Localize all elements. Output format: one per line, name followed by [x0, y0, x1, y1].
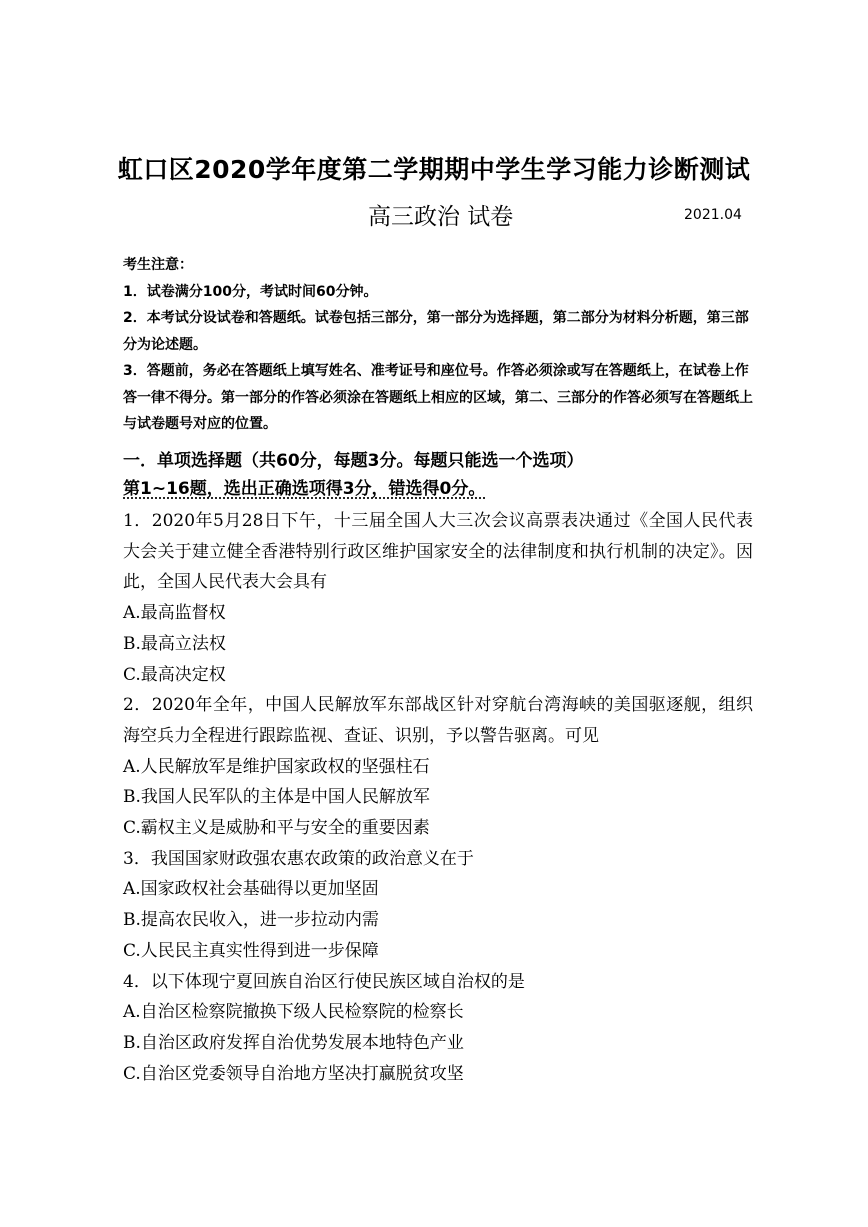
question-stem: 2．2020年全年，中国人民解放军东部战区针对穿航台湾海峡的美国驱逐舰，组织海空兵力全程进行跟踪监视、查证、识别，予以警告驱离。可见: [123, 695, 753, 746]
notice-heading: 考生注意：: [123, 257, 193, 273]
notice-item: 2．本考试分设试卷和答题纸。试卷包括三部分，第一部分为选择题，第二部分为材料分析题，第三部分为论述题。: [123, 310, 749, 353]
exam-date: 2021.04: [684, 207, 742, 223]
answer-option: A.国家政权社会基础得以更加坚固: [123, 879, 379, 900]
subtitle-row: [0, 198, 868, 232]
section-instruction: 第1~16题，选出正确选项得3分，错选得0分。: [123, 479, 486, 499]
question-stem: 4．以下体现宁夏回族自治区行使民族区域自治权的是: [123, 971, 525, 992]
question-1: [123, 506, 753, 690]
section-heading: 一．单项选择题（共60分，每题3分。每题只能选一个选项）: [123, 451, 584, 471]
exam-title: 虹口区2020学年度第二学期期中学生学习能力诊断测试: [117, 155, 751, 184]
answer-option: B.我国人民军队的主体是中国人民解放军: [123, 787, 430, 808]
answer-option: B.提高农民收入，进一步拉动内需: [123, 910, 379, 931]
answer-option: C.人民民主真实性得到进一步保障: [123, 940, 379, 961]
answer-option: C.自治区党委领导自治地方坚决打赢脱贫攻坚: [123, 1063, 464, 1084]
answer-option: C.霸权主义是威胁和平与安全的重要因素: [123, 818, 430, 839]
notice-item: 1．试卷满分100分，考试时间60分钟。: [123, 283, 378, 300]
answer-option: C.最高决定权: [123, 664, 226, 685]
answer-option: A.最高监督权: [123, 603, 226, 624]
answer-option: B.自治区政府发挥自治优势发展本地特色产业: [123, 1032, 464, 1053]
candidate-notice: [123, 252, 753, 438]
answer-option: A.自治区检察院撤换下级人民检察院的检察长: [123, 1002, 464, 1023]
answer-option: B.最高立法权: [123, 633, 226, 654]
answer-option: A.人民解放军是维护国家政权的坚强柱石: [123, 756, 430, 777]
question-stem: 1．2020年5月28日下午，十三届全国人大三次会议高票表决通过《全国人民代表大会关于建立健全香港特别行政区维护国家安全的法律制度和执行机制的决定》。因此，全国人民代表大会具有: [123, 511, 753, 593]
section-one: [123, 447, 763, 503]
question-3: [123, 844, 753, 967]
question-list: [123, 506, 753, 1089]
question-4: [123, 967, 753, 1090]
exam-subtitle: 高三政治 试卷: [368, 204, 514, 230]
question-2: [123, 690, 753, 844]
question-stem: 3．我国国家财政强农惠农政策的政治意义在于: [123, 848, 474, 869]
notice-item: 3．答题前，务必在答题纸上填写姓名、准考证号和座位号。作答必须涂或写在答题纸上，在试卷上作答一律不得分。第一部分的作答必须涂在答题纸上相应的区域，第二、三部分的作答必须写在答题纸上与试卷题号对应的位置。: [123, 363, 753, 432]
